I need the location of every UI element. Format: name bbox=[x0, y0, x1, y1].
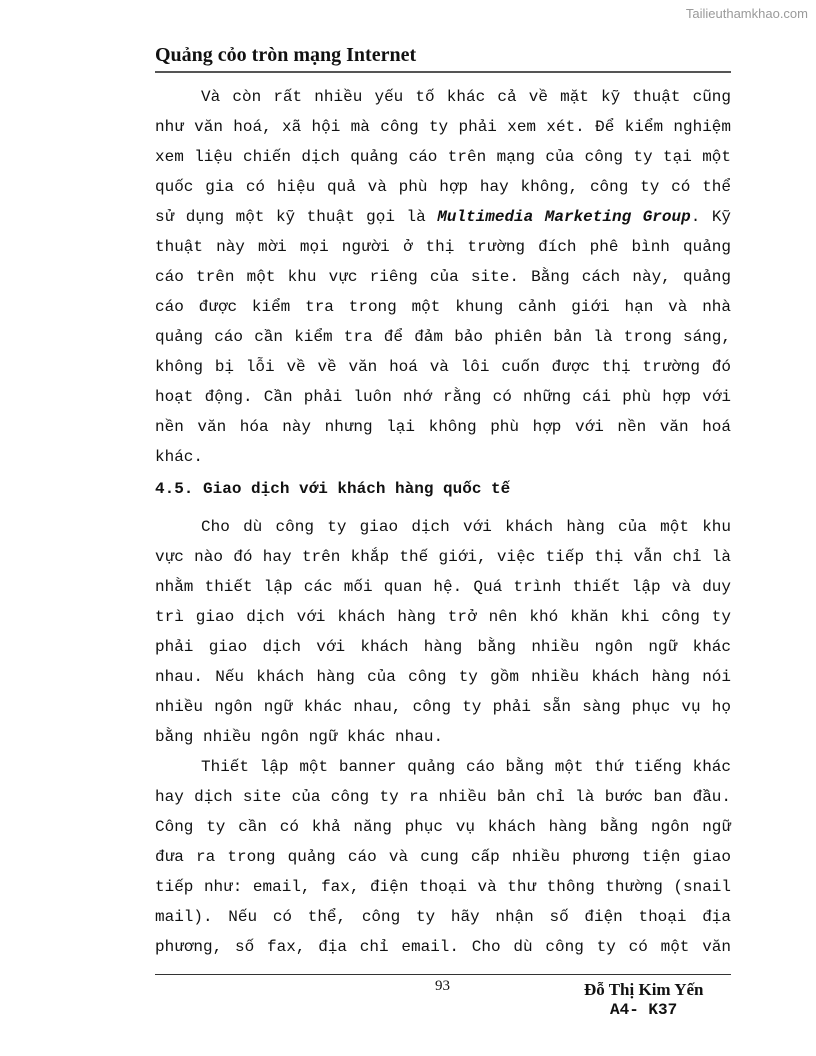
text-line: trì giao dịch với khách hàng trở nên khó khăn khi công ty bbox=[155, 608, 731, 626]
text-line: nhau. Nếu khách hàng của công ty gồm nhiều khách hàng nói bbox=[155, 668, 731, 686]
text-line: hoạt động. Cần phải luôn nhớ rằng có những cái phù hợp với bbox=[155, 388, 731, 406]
text-line: như văn hoá, xã hội mà công ty phải xem xét. Để kiểm nghiệm bbox=[155, 118, 731, 136]
emphasized-term: Multimedia Marketing Group bbox=[437, 208, 691, 226]
text-line: Công ty cần có khả năng phục vụ khách hàng bằng ngôn ngữ bbox=[155, 818, 731, 836]
footer-rule bbox=[155, 974, 731, 975]
text-line: xem liệu chiến dịch quảng cáo trên mạng của công ty tại một bbox=[155, 148, 731, 166]
text-line: khác. bbox=[155, 448, 204, 466]
text-line: Và còn rất nhiều yếu tố khác cả về mặt kỹ thuật cũng bbox=[201, 88, 731, 106]
header-rule bbox=[155, 71, 731, 73]
text-line: cáo trên một khu vực riêng của site. Bằng cách này, quảng bbox=[155, 268, 731, 286]
watermark: Tailieuthamkhao.com bbox=[685, 6, 808, 21]
author-class: A4- K37 bbox=[610, 1001, 678, 1019]
text-segment: . Kỹ bbox=[690, 208, 732, 226]
text-line: quốc gia có hiệu quả và phù hợp hay không, công ty có thể bbox=[155, 178, 731, 196]
page-header-title: Quảng cỏo tròn mạng Internet bbox=[155, 44, 417, 66]
text-segment: sử dụng một kỹ thuật gọi là bbox=[155, 208, 438, 226]
text-line: mail). Nếu có thể, công ty hãy nhận số điện thoại địa bbox=[155, 908, 731, 926]
page-number: 93 bbox=[435, 978, 450, 994]
text-line: không bị lỗi về về văn hoá và lôi cuốn được thị trường đó bbox=[155, 358, 731, 376]
text-line: nhiều ngôn ngữ khác nhau, công ty phải sẵn sàng phục vụ họ bbox=[155, 698, 731, 716]
text-line: vực nào đó hay trên khắp thế giới, việc tiếp thị vẫn chỉ là bbox=[155, 548, 731, 566]
text-line: quảng cáo cần kiểm tra để đảm bảo phiên bản là trong sáng, bbox=[155, 328, 731, 346]
text-line: hay dịch site của công ty ra nhiều bản chỉ là bước ban đầu. bbox=[155, 788, 731, 806]
text-line: thuật này mời mọi người ở thị trường đích phê bình quảng bbox=[155, 238, 731, 256]
text-line: bằng nhiều ngôn ngữ khác nhau. bbox=[155, 728, 444, 746]
text-line bbox=[155, 207, 731, 227]
section-heading: 4.5. Giao dịch với khách hàng quốc tế bbox=[155, 480, 511, 498]
text-line: phải giao dịch với khách hàng bằng nhiều ngôn ngữ khác bbox=[155, 638, 731, 656]
text-line: nhằm thiết lập các mối quan hệ. Quá trình thiết lập và duy bbox=[155, 578, 731, 596]
text-line: Thiết lập một banner quảng cáo bằng một thứ tiếng khác bbox=[201, 758, 731, 776]
text-line: tiếp như: email, fax, điện thoại và thư thông thường (snail bbox=[155, 878, 731, 896]
text-line: phương, số fax, địa chỉ email. Cho dù công ty có một văn bbox=[155, 938, 731, 956]
text-line: nền văn hóa này nhưng lại không phù hợp với nền văn hoá bbox=[155, 418, 731, 436]
author-name: Đỗ Thị Kim Yến bbox=[584, 980, 704, 999]
text-line: cáo được kiểm tra trong một khung cảnh giới hạn và nhà bbox=[155, 298, 731, 316]
text-line: Cho dù công ty giao dịch với khách hàng của một khu bbox=[201, 518, 731, 536]
text-line: đưa ra trong quảng cáo và cung cấp nhiều phương tiện giao bbox=[155, 848, 731, 866]
